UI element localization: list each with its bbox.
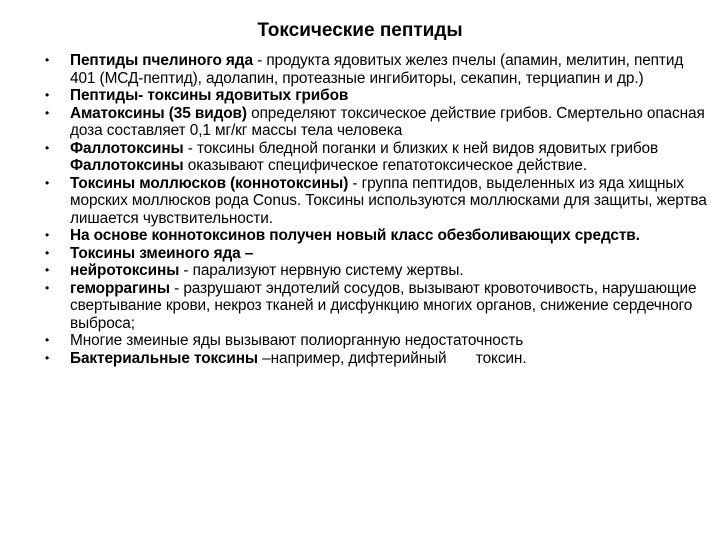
item-text (70, 262, 710, 280)
list-item (0, 140, 720, 175)
item-text (70, 227, 710, 245)
bullet-list (0, 52, 720, 367)
bullet-icon: • (45, 280, 50, 295)
bullet-icon: • (45, 175, 50, 190)
item-description: –например, дифтерийный токсин. (257, 349, 527, 367)
bold-term: Бактериальные токсины (70, 349, 258, 367)
bullet-icon: • (45, 88, 50, 102)
bold-term: На основе коннотоксинов получен новый класс обезболивающих средств. (70, 227, 640, 244)
item-description: - продукта ядовитых желез пчелы (апамин, мелитин, пептид 401 (МСД-пептид), адолапин, протеазные ингибиторы, секапин, терциапин и др.) (70, 52, 684, 87)
item-text (70, 140, 710, 175)
item-text (70, 105, 710, 140)
list-item (0, 105, 720, 140)
bullet-icon: • (45, 140, 50, 155)
list-item (0, 350, 720, 368)
item-description: - разрушают эндотелий сосудов, вызывают кровоточивость, нарушающие свертывание крови, некроз тканей и дисфункцию многих органов, снижение сердечного выброса; (70, 279, 697, 332)
item-text (70, 245, 710, 263)
list-item (0, 332, 720, 350)
item-description: - парализуют нервную систему жертвы. (179, 262, 464, 279)
item-text (70, 332, 710, 350)
bullet-icon: • (45, 350, 50, 365)
slide-title: Токсические пептиды (257, 20, 463, 41)
item-text (70, 175, 710, 228)
bullet-icon: • (45, 53, 50, 67)
item-description: определяют токсическое действие грибов. Смертельно опасная доза составляет 0,1 мг/кг массы тела человека (70, 104, 705, 139)
item-text (70, 52, 710, 87)
bold-term: Фаллотоксины (70, 157, 184, 174)
item-text (70, 350, 710, 368)
list-item (0, 175, 720, 228)
bullet-icon: • (45, 333, 50, 347)
list-item (0, 280, 720, 333)
bullet-icon: • (45, 245, 50, 260)
item-text (70, 280, 710, 333)
bullet-icon: • (45, 228, 50, 242)
item-text (70, 87, 710, 105)
bold-term: нейротоксины (70, 262, 180, 279)
list-item (0, 245, 720, 263)
bold-term: Пептиды- токсины ядовитых грибов (70, 87, 349, 104)
item-description: - группа пептидов, выделенных из яда хищных морских моллюсков рода Conus. Токсины используются моллюсками для защиты, жертва лишается чувствительности. (70, 174, 707, 227)
list-item (0, 52, 720, 87)
item-description: Многие змеиные яды вызывают полиорганную недостаточность (70, 332, 524, 349)
bullet-icon: • (45, 105, 50, 120)
bold-term: Токсины моллюсков (коннотоксины) (70, 174, 349, 192)
bold-term: Аматоксины (35 видов) (70, 104, 247, 122)
bold-term: Фаллотоксины (70, 139, 184, 157)
item-description: оказывают специфическое гепатотоксическое действие. (183, 157, 587, 174)
bold-term: геморрагины (70, 279, 170, 297)
list-item (0, 87, 720, 105)
bullet-icon: • (45, 263, 50, 277)
bold-term: Пептиды пчелиного яда (70, 52, 253, 69)
item-description: - токсины бледной поганки и близких к ней видов ядовитых грибов (183, 139, 659, 157)
list-item (0, 227, 720, 245)
list-item (0, 262, 720, 280)
bold-term: Токсины змеиного яда – (70, 244, 254, 262)
